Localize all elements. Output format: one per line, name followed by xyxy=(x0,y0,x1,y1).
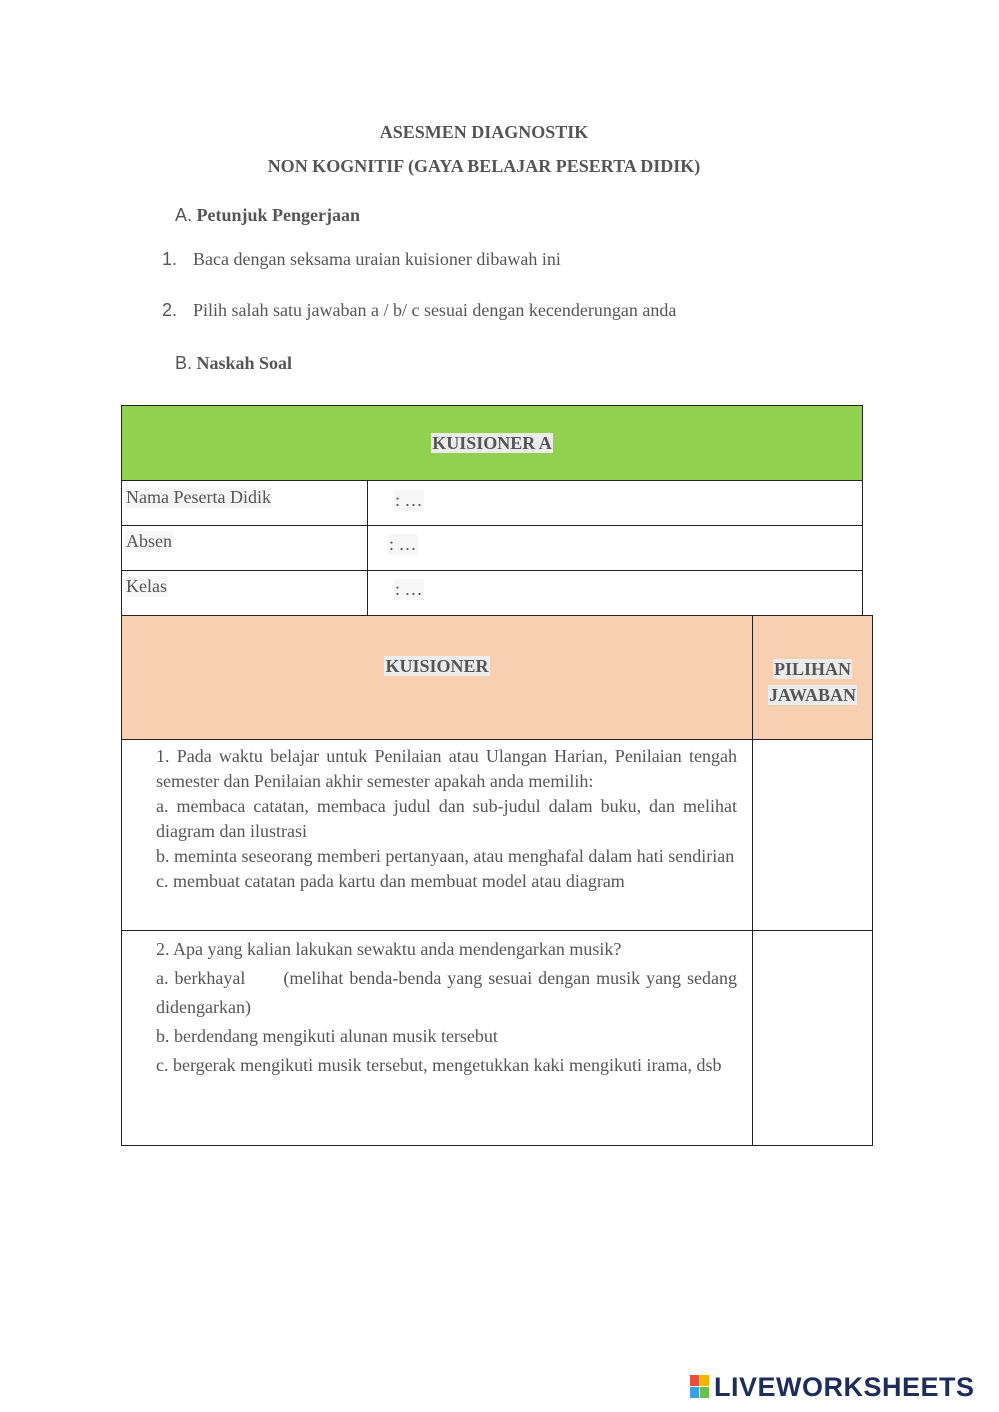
section-a-heading xyxy=(175,205,360,226)
liveworksheets-logo xyxy=(690,1372,975,1406)
kuisioner-a-header: KUISIONER A xyxy=(432,433,552,453)
kuisioner-a-header-cell xyxy=(121,405,863,481)
kelas-input[interactable]: : … xyxy=(395,579,423,599)
liveworksheets-logo-icon xyxy=(690,1375,710,1399)
kuisioner-column-header xyxy=(121,615,753,740)
answer-1-input[interactable] xyxy=(752,739,873,931)
question-1-text: 1. Pada waktu belajar untuk Penilaian atau Ulangan Harian, Penilaian tengah semester dan Penilaian akhir semester apakah anda memilih: xyxy=(156,746,737,791)
pilihan-jawaban-column-header xyxy=(752,615,873,740)
step-number: 1. xyxy=(162,249,178,269)
info-row-nama xyxy=(121,480,863,526)
option-a-prefix: a. berkhayal xyxy=(156,968,246,988)
section-b-letter: B. xyxy=(175,353,193,373)
question-2-cell xyxy=(121,930,753,1146)
section-a-title: Petunjuk Pengerjaan xyxy=(196,205,361,225)
info-label: Absen xyxy=(126,531,172,551)
document-title: ASESMEN DIAGNOSTIK xyxy=(379,122,589,142)
question-1-option-a: a. membaca catatan, membaca judul dan sub-judul dalam buku, dan melihat diagram dan ilustrasi xyxy=(156,796,737,841)
step-text: Pilih salah satu jawaban a / b/ c sesuai dengan kecenderungan anda xyxy=(193,300,677,320)
info-row-absen xyxy=(121,525,863,571)
question-2-option-b: b. berdendang mengikuti alunan musik tersebut xyxy=(156,1026,498,1046)
option-a-rest: (melihat benda-benda yang sesuai dengan musik yang sedang didengarkan) xyxy=(156,968,737,1017)
info-row-kelas xyxy=(121,570,863,616)
instruction-step xyxy=(162,249,561,270)
kuisioner-header-text: KUISIONER xyxy=(385,656,489,676)
question-2-text: 2. Apa yang kalian lakukan sewaktu anda mendengarkan musik? xyxy=(156,939,622,959)
question-1-cell xyxy=(121,739,753,931)
section-a-letter: A. xyxy=(175,205,193,225)
section-b-heading xyxy=(175,353,292,374)
absen-input[interactable]: : … xyxy=(389,534,417,554)
liveworksheets-logo-text: LIVEWORKSHEETS xyxy=(714,1372,975,1402)
question-1-option-b: b. meminta seseorang memberi pertanyaan, atau menghafal dalam hati sendirian xyxy=(156,846,735,866)
document-subtitle: NON KOGNITIF (GAYA BELAJAR PESERTA DIDIK) xyxy=(267,156,701,176)
question-2-option-a xyxy=(156,964,737,1022)
instruction-step xyxy=(162,300,676,321)
section-b-title: Naskah Soal xyxy=(196,353,293,373)
question-2-option-c: c. bergerak mengikuti musik tersebut, mengetukkan kaki mengikuti irama, dsb xyxy=(156,1055,722,1075)
answer-2-input[interactable] xyxy=(752,930,873,1146)
pilihan-header-line2: JAWABAN xyxy=(768,685,856,705)
info-label: Kelas xyxy=(126,576,167,596)
nama-input[interactable]: : … xyxy=(395,490,423,510)
question-1-option-c: c. membuat catatan pada kartu dan membuat model atau diagram xyxy=(156,871,625,891)
pilihan-header-line1: PILIHAN xyxy=(773,659,851,679)
info-label: Nama Peserta Didik xyxy=(126,487,271,507)
step-text: Baca dengan seksama uraian kuisioner dibawah ini xyxy=(193,249,561,269)
step-number: 2. xyxy=(162,300,178,320)
